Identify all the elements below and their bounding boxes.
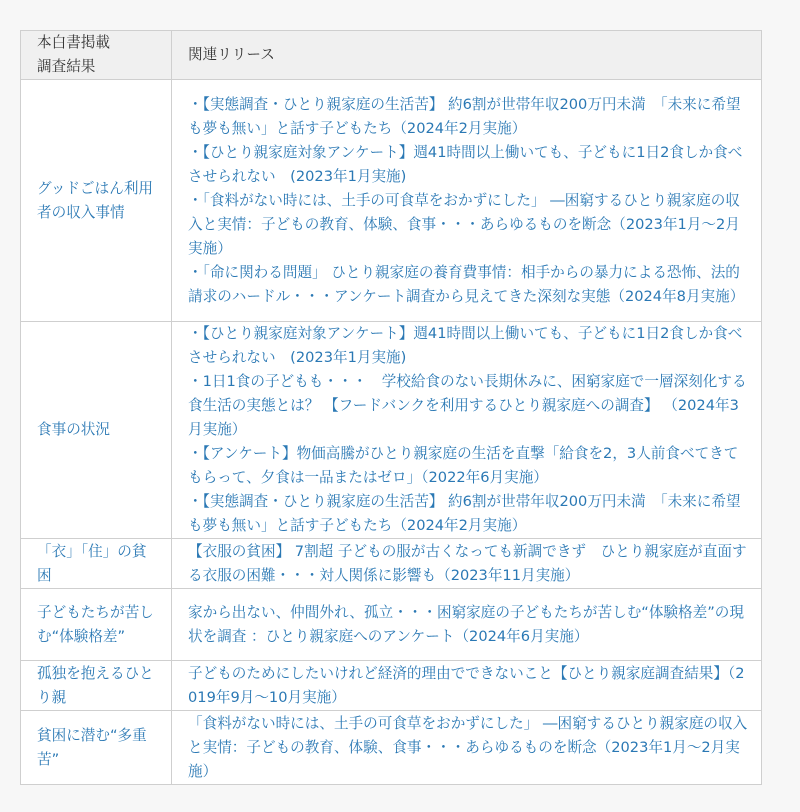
table-row [21,661,762,711]
row-links [172,589,762,661]
row-topic-label: 貧困に潜む“多重苦” [37,726,147,768]
release-link[interactable]: ・【ひとり親家庭対象アンケート】週41時間以上働いても、子どもに1日2食しか食べさせられない (2023年1月実施) [188,143,743,185]
release-table [20,30,762,785]
release-link[interactable]: ・【ひとり親家庭対象アンケート】週41時間以上働いても、子どもに1日2食しか食べさせられない (2023年1月実施) [188,325,743,366]
row-topic-label: 「衣」「住」の貧困 [37,542,147,584]
row-topic-label: グッドごはん利用者の収入事情 [37,179,154,221]
release-link[interactable]: 子どものためにしたいけれど経済的理由でできないこと【ひとり親家庭調査結果】（2019年9月～10月実施） [188,664,745,706]
release-link[interactable]: 家から出ない、仲間外れ、孤立・・・困窮家庭の子どもたちが苦しむ“体験格差”の現状を調査 ：ひとり親家庭へのアンケート（2024年6月実施） [188,603,744,645]
row-topic [21,589,172,661]
release-link[interactable]: ・【実態調査・ひとり親家庭の生活苦】 約6割が世帯年収200万円未満 「未来に希望も夢も無い」と話す子どもたち（2024年2月実施） [188,493,741,534]
table-header-row [21,31,762,80]
release-link[interactable]: ・【アンケート】物価高騰がひとり親家庭の生活を直撃「給食を2，3人前食べてきてもらって、夕食は一品またはゼロ」（2022年6月実施） [188,445,739,486]
release-link[interactable]: 「食料がない時には、土手の可食草をおかずにした」 ―困窮するひとり親家庭の収入と実情：子どもの教育、体験、食事・・・あらゆるものを断念（2023年1月～2月実施） [188,714,748,780]
header-related-releases-label: 関連リリース [188,46,275,63]
header-related-releases [172,31,762,80]
table-row [21,80,762,322]
release-link[interactable]: ・「命に関わる問題」 ひとり親家庭の養育費事情：相手からの暴力による恐怖、法的請求のハードル・・・アンケート調査から見えてきた深刻な実態（2024年8月実施） [188,263,745,305]
row-links [172,661,762,711]
release-link[interactable]: ・【実態調査・ひとり親家庭の生活苦】 約6割が世帯年収200万円未満 「未来に希望も夢も無い」と話す子どもたち（2024年2月実施） [188,95,741,137]
table-row [21,539,762,589]
row-topic [21,661,172,711]
header-survey-results [21,31,172,80]
table-row [21,322,762,539]
release-table-container [20,30,762,785]
row-links [172,711,762,785]
row-topic [21,80,172,322]
row-topic-label: 孤独を抱えるひとり親 [37,664,154,706]
row-topic [21,322,172,539]
row-topic [21,539,172,589]
table-row [21,589,762,661]
release-link[interactable]: ・1日1食の子どもも・・・ 学校給食のない長期休みに、困窮家庭で一層深刻化する食生活の実態とは？ 【フードバンクを利用するひとり親家庭への調査】 （2024年3月実施） [188,373,747,438]
row-topic-label: 子どもたちが苦しむ“体験格差” [37,603,154,645]
row-links [172,322,762,539]
row-topic [21,711,172,785]
row-topic-label: 食事の状況 [37,421,110,438]
row-links [172,80,762,322]
release-link[interactable]: ・「食料がない時には、土手の可食草をおかずにした」 ―困窮するひとり親家庭の収入と実情：子どもの教育、体験、食事・・・あらゆるものを断念（2023年1月～2月実施） [188,191,740,257]
row-links [172,539,762,589]
header-survey-results-label: 本白書掲載 調査結果 [37,34,110,75]
table-row [21,711,762,785]
release-link[interactable]: 【衣服の貧困】 7割超 子どもの服が古くなっても新調できず ひとり親家庭が直面する衣服の困難・・・対人関係に影響も（2023年11月実施） [188,542,747,584]
